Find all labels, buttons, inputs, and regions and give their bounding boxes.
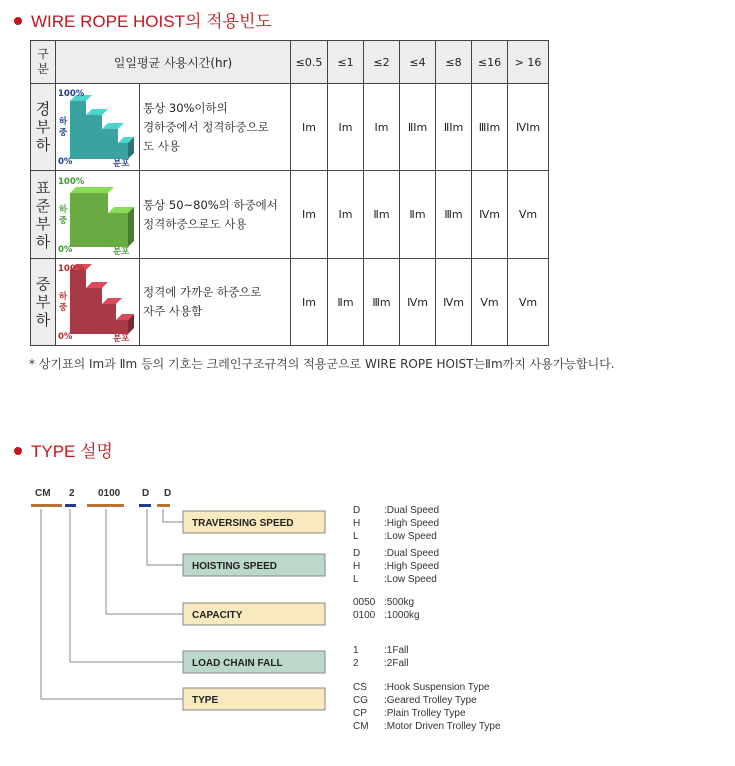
description-line: 도 사용 [143,138,180,153]
usage-class-cell: Ⅰm [291,171,328,259]
code-underline [31,504,62,507]
option-code: L [353,574,359,585]
usage-class-cell: Ⅲm [364,259,400,346]
graphic-bottom-label: 0% [58,157,73,167]
usage-class-cell: Ⅴm [508,259,549,346]
usage-class-cell: Ⅱm [364,171,400,259]
description-line: 경하중에서 정격하중으로 [143,119,269,134]
type-box [183,603,325,625]
usage-class-cell: Ⅰm [291,259,328,346]
type-box-label: CAPACITY [192,610,243,621]
graphic-y-label: 하중 [59,204,68,226]
usage-class-cell: Ⅰm [364,84,400,171]
option-description: :Hook Suspension Type [384,682,490,693]
header-daily-usage: 일일평균 사용시간(hr) [56,41,291,84]
option-code: L [353,531,359,542]
option-code: CG [353,695,368,706]
usage-class-cell: ⅢIm [472,84,508,171]
header-col-4: ≤8 [436,41,472,84]
row-category-text: 표준부하 [35,178,51,251]
row-category-text: 경부하 [35,100,51,154]
usage-class-cell: ⅡIm [436,84,472,171]
graphic-y-label: 하중 [59,292,68,313]
description-line: 통상 30%이하의 [143,100,228,115]
usage-class-cell: Ⅴm [472,259,508,346]
type-code-part: D [142,488,150,499]
header-col-5: ≤16 [472,41,508,84]
type-code-part: 2 [69,488,75,499]
row-category-text: 중부하 [35,275,51,329]
option-description: :High Speed [384,518,440,529]
usage-class-cell: Ⅰm [291,84,328,171]
header-col-1: ≤1 [328,41,364,84]
option-description: :Dual Speed [384,505,440,516]
footnote: * 상기표의 Ⅰm과 Ⅱm 등의 기호는 크레인구조규격의 적용군으로 WIRE ROPE HOIST는Ⅱm까지 사용가능합니다. [29,357,615,371]
description-line: 자주 사용함 [143,304,203,318]
graphic-bottom-label: 0% [58,332,73,342]
option-description: :High Speed [384,561,440,572]
usage-class-cell: Ⅳm [472,171,508,259]
code-underline [87,504,124,507]
usage-class-cell: ⅡIm [400,84,436,171]
option-code: H [353,561,361,572]
connector-line [147,509,183,565]
description-line: 통상 50~80%의 하중에서 [143,197,278,212]
connector-line [41,509,183,699]
usage-class-cell: ⅣIm [508,84,549,171]
usage-class-cell: Ⅲm [436,171,472,259]
graphic-x-label: 분포 [113,159,130,169]
graphic-x-label: 분포 [113,246,130,257]
option-description: :500kg [384,597,415,608]
option-code: 0100 [353,610,376,621]
usage-class-cell: Ⅱm [400,171,436,259]
type-box [183,688,325,710]
option-code: D [353,505,361,516]
option-code: CP [353,708,367,719]
connector-line [106,509,183,614]
type-code-part: D [164,488,172,499]
option-description: :Low Speed [384,574,437,585]
type-box [183,554,325,576]
type-box-label: LOAD CHAIN FALL [192,658,283,669]
option-code: 2 [353,658,359,669]
option-code: CS [353,682,367,693]
header-col-6: > 16 [508,41,549,84]
option-description: :Plain Trolley Type [384,708,466,719]
type-box [183,651,325,673]
option-description: :Low Speed [384,531,437,542]
section-title-text: WIRE ROPE HOIST의 적용빈도 [31,12,272,31]
option-code: 1 [353,645,359,656]
graphic-top-label: 100% [58,264,85,274]
graphic-x-label: 분포 [113,334,130,344]
type-box-label: TYPE [192,695,219,706]
code-underline [65,504,76,507]
section-title-text: TYPE 설명 [31,442,113,461]
option-description: :Geared Trolley Type [384,695,477,706]
graphic-bottom-label: 0% [58,244,73,255]
option-code: D [353,548,361,559]
graphic-top-label: 100% [58,89,85,99]
type-box-label: HOISTING SPEED [192,561,278,572]
option-description: :1000kg [384,610,420,621]
type-box [183,511,325,533]
connector-line [70,509,183,662]
connector-line [163,509,183,522]
type-box-label: TRAVERSING SPEED [192,518,294,529]
graphic-top-label: 100% [58,176,85,187]
type-code-part: CM [35,488,51,499]
usage-class-cell: Ⅳm [436,259,472,346]
option-description: :Dual Speed [384,548,440,559]
option-code: CM [353,721,369,732]
usage-class-cell: Ⅰm [328,171,364,259]
option-description: :Motor Driven Trolley Type [384,721,501,732]
usage-class-cell: Ⅴm [508,171,549,259]
header-col-3: ≤4 [400,41,436,84]
usage-class-cell: Ⅰm [328,84,364,171]
usage-class-cell: Ⅳm [400,259,436,346]
header-col-2: ≤2 [364,41,400,84]
description-line: 정격하중으로도 사용 [143,216,247,231]
graphic-y-label: 하중 [59,117,68,138]
header-col-0: ≤0.5 [291,41,328,84]
option-code: 0050 [353,597,376,608]
header-category-text: 구분 [37,47,49,76]
description-line: 정격에 가까운 하중으로 [143,285,262,299]
option-description: :2Fall [384,658,409,669]
option-code: H [353,518,361,529]
usage-class-cell: Ⅱm [328,259,364,346]
code-underline [157,504,170,507]
option-description: :1Fall [384,645,409,656]
code-underline [139,504,151,507]
type-code-part: 0100 [98,488,121,499]
